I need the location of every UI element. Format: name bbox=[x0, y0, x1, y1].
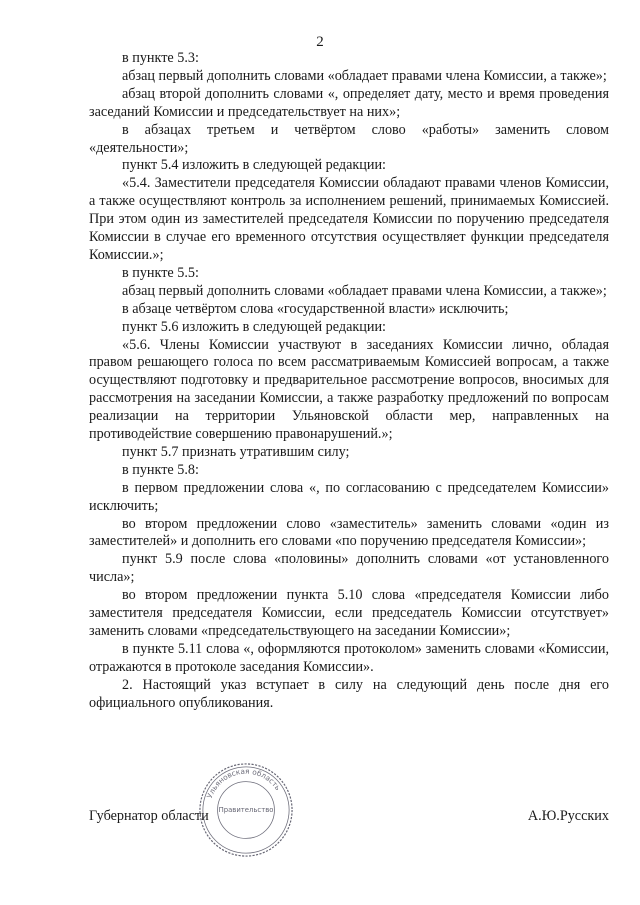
paragraph: во втором предложении слово «заместитель» заменить словами «один из заместителей» и дополнить его словами «по поручению председателя Комиссии»; bbox=[89, 515, 609, 550]
signature-block bbox=[89, 805, 609, 828]
paragraph: пункт 5.7 признать утратившим силу; bbox=[122, 443, 350, 460]
paragraph: в пункте 5.8: bbox=[122, 461, 199, 478]
paragraph: «5.4. Заместители председателя Комиссии обладают правами членов Комиссии, а также осуществляют контроль за исполнением решений, принимаемых Комиссией. При этом один из заместителей председателя Комиссии по поручению председателя Комиссии в случае его временного отсутствия осуществляет функции председателя Комиссии.»; bbox=[89, 175, 609, 263]
paragraph: абзац первый дополнить словами «обладает правами члена Комиссии, а также»; bbox=[122, 282, 607, 299]
document-body bbox=[89, 50, 609, 713]
paragraph: во втором предложении пункта 5.10 слова «председателя Комиссии либо заместителя председателя Комиссии, если председатель Комиссии отсутствует» заменить словами «председательствующего на заседании Комиссии»; bbox=[89, 587, 609, 639]
paragraph: в пункте 5.11 слова «, оформляются протоколом» заменить словами «Комиссии, отражаются в протоколе заседания Комиссии». bbox=[89, 640, 609, 675]
paragraph: пункт 5.9 после слова «половины» дополнить словами «от установленного числа»; bbox=[89, 551, 609, 586]
signatory-title: Губернатор области bbox=[89, 808, 209, 824]
paragraph: в абзаце четвёртом слова «государственной власти» исключить; bbox=[122, 300, 509, 317]
official-seal-stamp bbox=[197, 761, 295, 859]
paragraph: в абзацах третьем и четвёртом слово «работы» заменить словом «деятельности»; bbox=[89, 121, 609, 156]
seal-ring-text: Ульяновская область bbox=[204, 766, 283, 800]
paragraph: пункт 5.4 изложить в следующей редакции: bbox=[122, 157, 386, 174]
paragraph: пункт 5.6 изложить в следующей редакции: bbox=[122, 318, 386, 335]
signatory-name: А.Ю.Русских bbox=[527, 808, 609, 824]
paragraph: абзац второй дополнить словами «, определяет дату, место и время проведения заседаний Комиссии и председательствует на них»; bbox=[89, 85, 609, 120]
paragraph: в пункте 5.3: bbox=[122, 50, 199, 66]
paragraph: абзац первый дополнить словами «обладает правами члена Комиссии, а также»; bbox=[122, 67, 607, 84]
page-number: 2 bbox=[316, 34, 324, 50]
svg-text:Ульяновская область bbox=[205, 767, 283, 800]
paragraph: «5.6. Члены Комиссии участвуют в заседаниях Комиссии лично, обладая правом решающего голоса по всем рассматриваемым Комиссией вопросам, а также осуществляют подготовку и предварительное рассмотрение вопросов, вносимых для рассмотрения на заседании Комиссии, а также разработку предложений по вопросам реализации на территории Ульяновской области мер, направленных на противодействие совершению правонарушений.»; bbox=[89, 336, 609, 443]
paragraph: 2. Настоящий указ вступает в силу на следующий день после дня его официального опубликования. bbox=[89, 676, 609, 711]
seal-center-text: Правительство bbox=[218, 805, 274, 814]
paragraph: в пункте 5.5: bbox=[122, 264, 199, 281]
paragraph: в первом предложении слова «, по согласованию с председателем Комиссии» исключить; bbox=[89, 479, 609, 514]
